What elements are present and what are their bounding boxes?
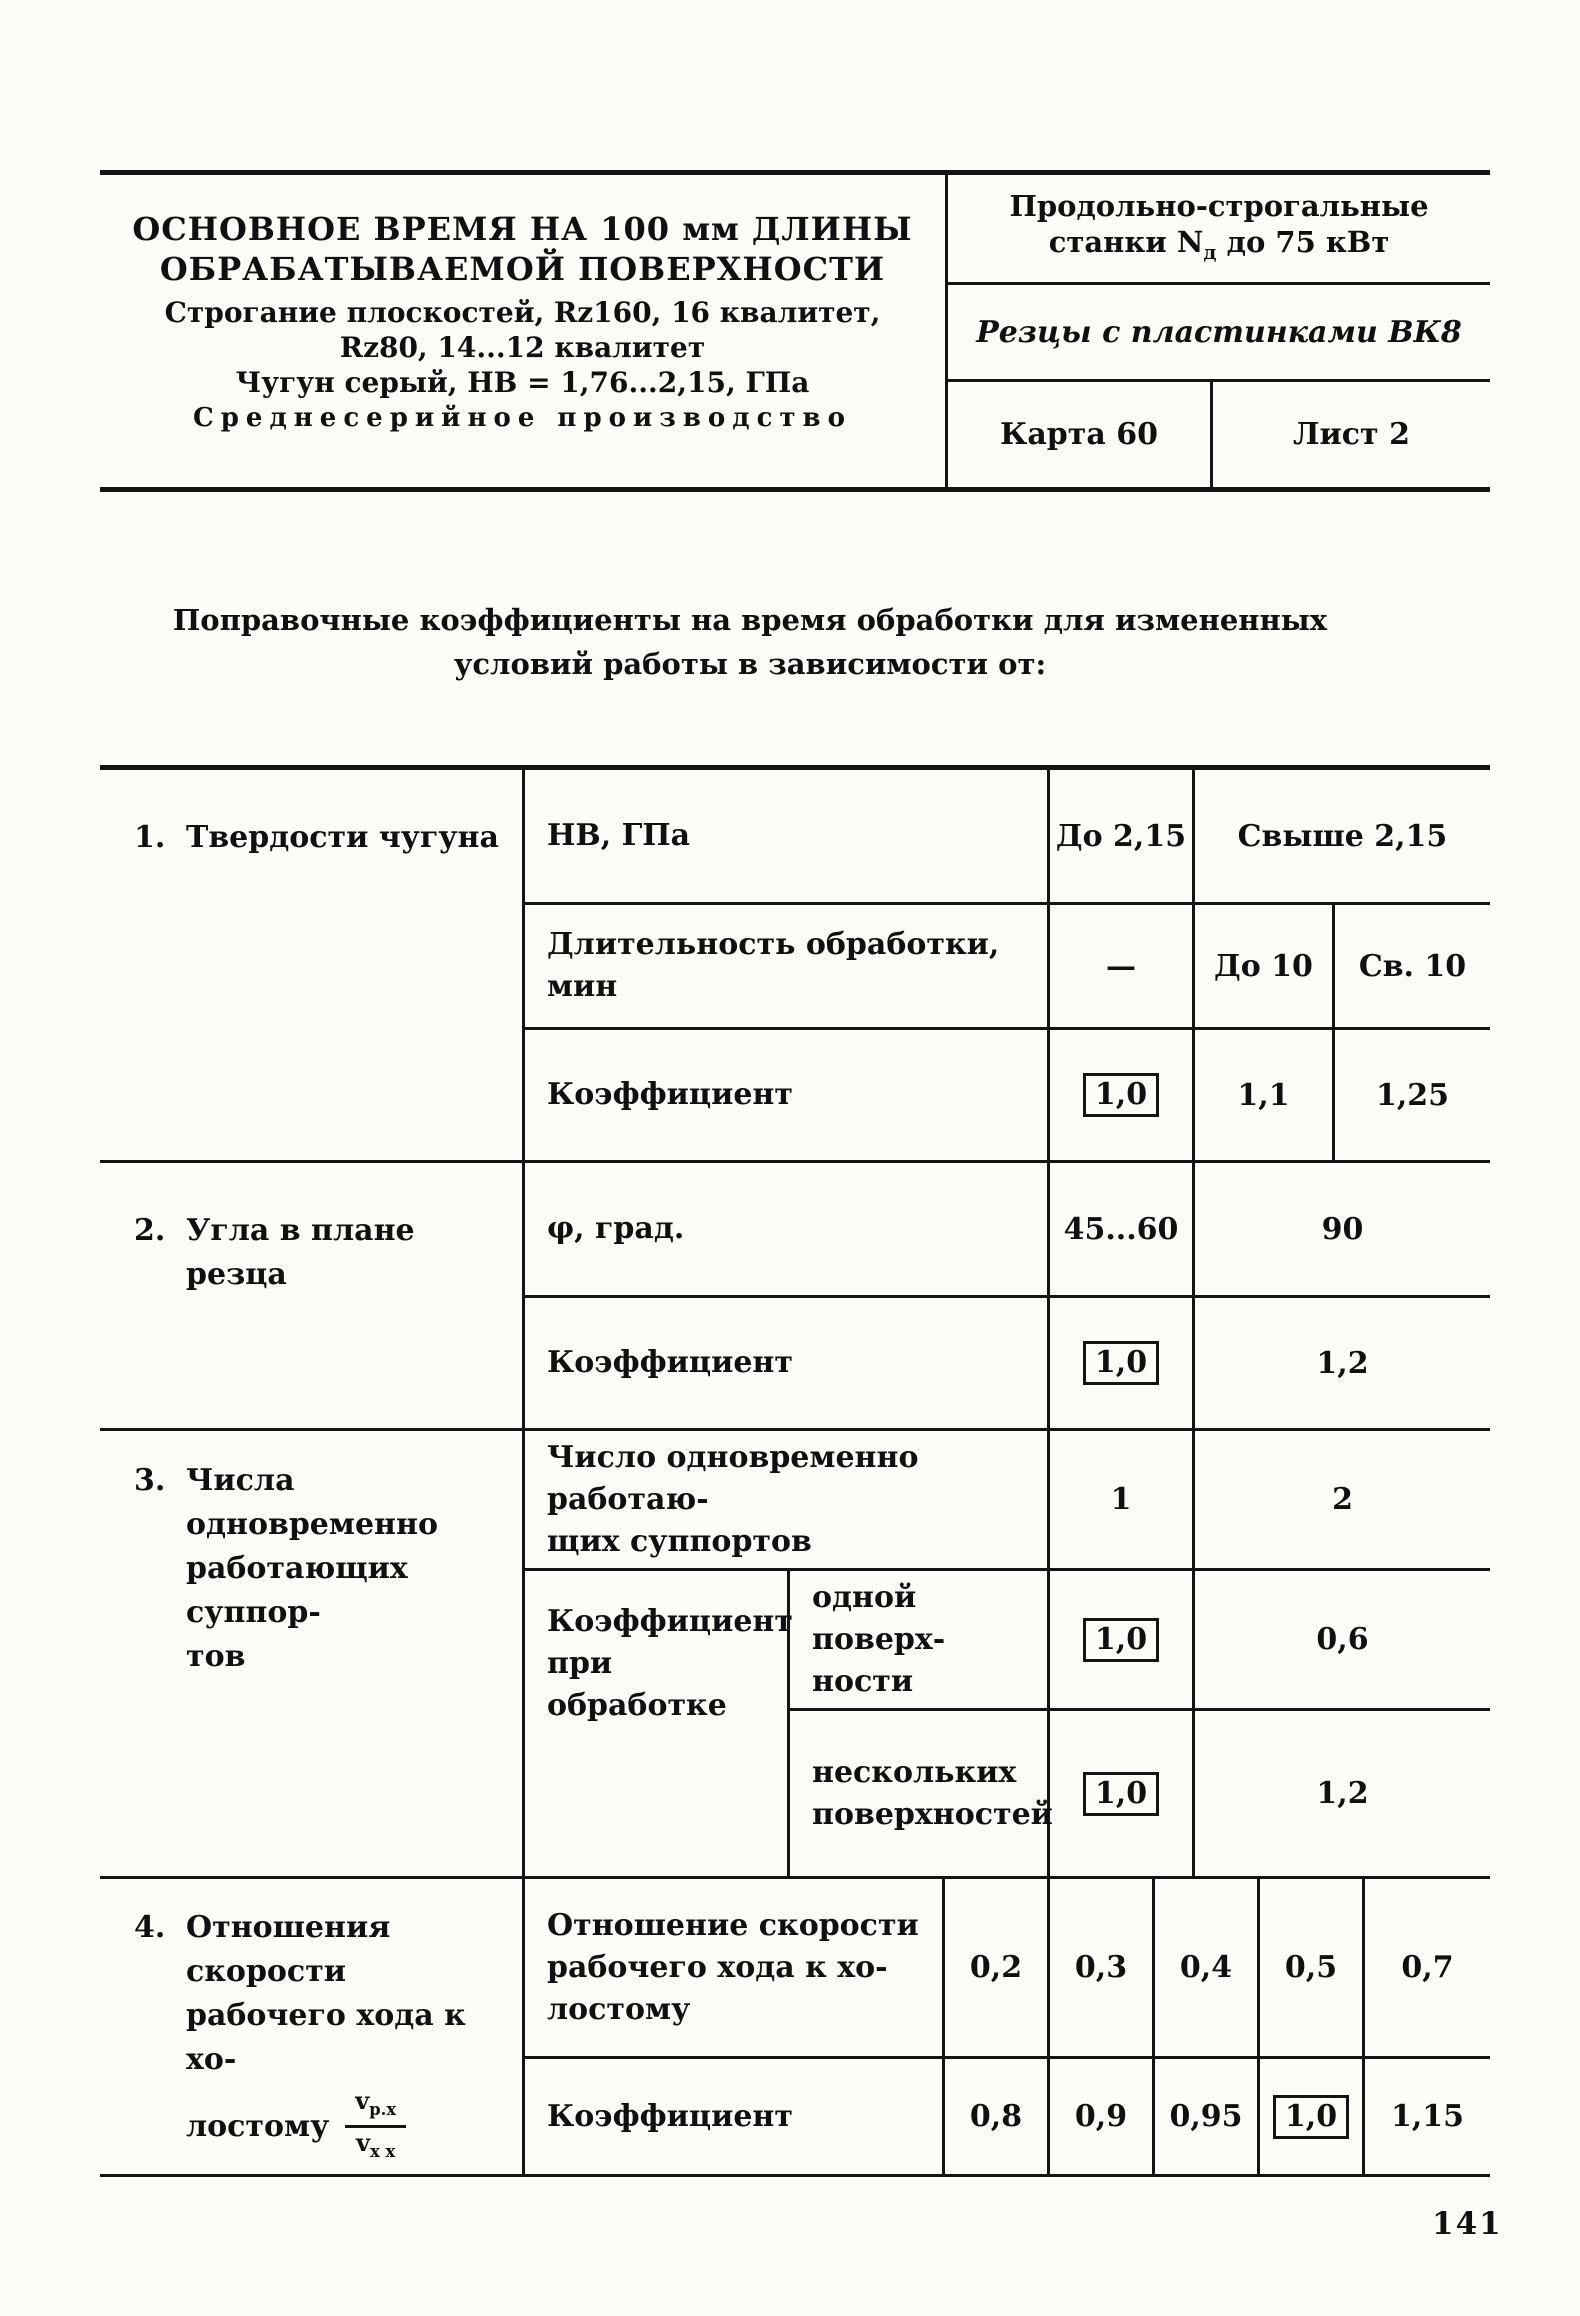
- label-line-with-fraction: [186, 2088, 514, 2165]
- boxed-value: 1,0: [1083, 1772, 1159, 1816]
- value-cell: Св. 10: [1358, 948, 1467, 984]
- param-name-line: нескольких: [812, 1754, 1017, 1790]
- table-row-supports: [100, 1431, 1490, 1879]
- row-label-text: [186, 816, 514, 860]
- value-cell: 0,8: [945, 2059, 1050, 2174]
- row-number: 4.: [134, 1910, 166, 1945]
- velocity-ratio-fraction: [345, 2088, 406, 2165]
- value-cell: 0,9: [1050, 2059, 1155, 2174]
- tool-type-cell: [948, 285, 1490, 382]
- value-cell: 1,2: [1316, 1345, 1369, 1381]
- param-name-cell: [790, 1571, 1050, 1708]
- document-subtitle-line: Чугун серый, НВ = 1,76...2,15, ГПа: [235, 366, 810, 399]
- sub-row-single-surface: [790, 1571, 1490, 1711]
- param-name-line: одной поверх-: [812, 1579, 946, 1657]
- row-label-text: [186, 1209, 514, 1297]
- label-line: лостому: [186, 2108, 330, 2144]
- row-number: 2.: [134, 1213, 166, 1248]
- boxed-value: 1,0: [1083, 1618, 1159, 1662]
- value-cell: 45...60: [1050, 1163, 1195, 1295]
- sub-row-support-count: [525, 1431, 1490, 1571]
- denominator-base: v: [356, 2127, 371, 2157]
- machine-type-line: [948, 224, 1490, 270]
- param-name-cell: [525, 1879, 945, 2056]
- machine-power-base: станки N: [1048, 224, 1204, 259]
- coefficient-span-cell: [525, 1571, 793, 1876]
- row-label-hardness: [100, 770, 525, 1160]
- value-cell: 0,7: [1401, 1950, 1454, 1985]
- page-number: 141: [1432, 2206, 1503, 2242]
- document-title-line: ОБРАБАТЫВАЕМОЙ ПОВЕРХНОСТИ: [159, 250, 886, 288]
- value-cell: 1,25: [1375, 1077, 1450, 1113]
- row-label-text: [186, 1459, 514, 1679]
- sub-row-coefficient: [525, 2059, 1490, 2174]
- document-title-line: ОСНОВНОЕ ВРЕМЯ НА 100 мм ДЛИНЫ: [132, 210, 913, 248]
- label-line: Угла в плане резца: [186, 1213, 415, 1292]
- header-box: [100, 170, 1490, 492]
- sub-row-coefficient: [525, 1030, 1490, 1160]
- value-cell: [1050, 1711, 1195, 1876]
- value-cell: [1050, 1571, 1195, 1708]
- value-cell: 0,2: [945, 1879, 1050, 2056]
- table-row-hardness: [100, 770, 1490, 1163]
- row-number: 3.: [134, 1463, 166, 1498]
- sub-row-phi: [525, 1163, 1490, 1298]
- row-content: [525, 1879, 1490, 2174]
- value-cell: 1,2: [1316, 1776, 1369, 1811]
- param-name-cell: [790, 1711, 1053, 1876]
- numerator-base: v: [355, 2086, 370, 2115]
- value-cell: До 2,15: [1050, 770, 1195, 902]
- section-heading-line: условий работы в зависимости от:: [453, 647, 1047, 681]
- param-name-line: рабочего хода к хо-: [547, 1949, 888, 1985]
- row-label-speed-ratio: [100, 1879, 525, 2174]
- row-content: [525, 1431, 1490, 1876]
- row-content: [525, 770, 1490, 1160]
- document-subtitle-line: Rz80, 14...12 квалитет: [339, 331, 706, 364]
- sub-row-ratio-values: [525, 1879, 1490, 2059]
- value-cell: [1260, 2059, 1365, 2174]
- table-row-speed-ratio: [100, 1879, 1490, 2174]
- boxed-value: 1,0: [1273, 2095, 1349, 2139]
- machine-power-rest: до 75 кВт: [1216, 224, 1390, 259]
- value-cell: 0,5: [1260, 1879, 1365, 2056]
- fraction-denominator: [356, 2128, 395, 2165]
- label-line: рабочего хода к хо-: [186, 1998, 466, 2077]
- label-line: тов: [186, 1639, 246, 1674]
- machine-type-line: Продольно-строгальные: [1009, 188, 1429, 223]
- sub-row-multiple-surfaces: [790, 1711, 1490, 1876]
- param-name-cell: [525, 1431, 1050, 1568]
- value-cell: 1: [1050, 1431, 1195, 1568]
- param-name-cell: Коэффициент: [525, 1030, 1050, 1160]
- param-name-line: поверхностей: [812, 1796, 1053, 1832]
- row-number: 1.: [134, 820, 166, 855]
- table-row-angle: [100, 1163, 1490, 1431]
- value-cell: 0,6: [1316, 1622, 1369, 1657]
- machine-power-subscript: д: [1203, 239, 1217, 264]
- param-name-line: лостому: [547, 1991, 691, 2027]
- row-content: [525, 1163, 1490, 1428]
- denominator-subscript: х х: [370, 2141, 396, 2161]
- param-name-line: ности: [812, 1663, 914, 1699]
- label-line: Твердости чугуна: [186, 820, 499, 855]
- section-heading-line: Поправочные коэффициенты на время обработки для измененных: [172, 603, 1328, 637]
- boxed-value: 1,0: [1083, 1073, 1159, 1117]
- sub-row-coefficient-block: [525, 1571, 1490, 1876]
- param-name-cell: Коэффициент: [525, 1298, 1050, 1428]
- value-cell: 0,4: [1155, 1879, 1260, 2056]
- value-cell: Свыше 2,15: [1237, 818, 1448, 854]
- sub-row-hb: [525, 770, 1490, 905]
- row-label-supports: [100, 1431, 525, 1876]
- tool-type-label: Резцы с пластинками ВК8: [976, 314, 1462, 350]
- value-cell: [1050, 1030, 1195, 1160]
- production-type-line: Среднесерийное производство: [193, 403, 852, 433]
- sub-row-duration: [525, 905, 1490, 1030]
- boxed-value: 1,0: [1083, 1341, 1159, 1385]
- card-sheet-row: [948, 382, 1490, 487]
- sheet-number-cell: Лист 2: [1293, 417, 1410, 452]
- value-cell: 1,15: [1390, 2099, 1465, 2134]
- param-name-cell: Длительность обработки, мин: [525, 905, 1050, 1027]
- correction-factors-table: [100, 765, 1490, 2177]
- param-name-line: щих суппортов: [547, 1523, 812, 1559]
- value-cell: [1050, 1298, 1195, 1428]
- param-name-cell: НВ, ГПа: [525, 770, 1050, 902]
- param-name-cell: Коэффициент: [525, 2059, 945, 2174]
- numerator-subscript: р.х: [369, 2099, 397, 2119]
- value-cell: 90: [1321, 1211, 1364, 1247]
- title-block: [100, 175, 945, 487]
- section-heading: [100, 598, 1400, 686]
- param-name-line: Отношение скорости: [547, 1907, 919, 1943]
- param-name-line: при обработке: [547, 1646, 727, 1723]
- nested-rows: [790, 1571, 1490, 1876]
- label-line: Числа одновременно: [186, 1463, 438, 1542]
- label-line: Отношения скорости: [186, 1910, 391, 1989]
- row-label-angle: [100, 1163, 525, 1428]
- document-subtitle-line: Строгание плоскостей, Rz160, 16 квалитет,: [164, 296, 881, 329]
- value-cell: —: [1050, 905, 1195, 1027]
- label-line: работающих суппор-: [186, 1551, 408, 1630]
- value-cell: До 10: [1195, 905, 1335, 1027]
- row-label-text: [186, 1906, 514, 2165]
- machine-type-cell: [948, 175, 1490, 285]
- value-cell: 0,3: [1050, 1879, 1155, 2056]
- value-cell: 2: [1332, 1482, 1353, 1517]
- value-cell: 0,95: [1155, 2059, 1260, 2174]
- header-right-block: [945, 175, 1490, 487]
- fraction-numerator: [345, 2088, 406, 2128]
- param-name-line: Число одновременно работаю-: [547, 1439, 919, 1517]
- param-name-line: Коэффициент: [547, 1604, 793, 1639]
- sub-row-coefficient: [525, 1298, 1490, 1428]
- card-number-cell: Карта 60: [948, 382, 1213, 487]
- param-name-cell: φ, град.: [525, 1163, 1050, 1295]
- value-cell: 1,1: [1195, 1030, 1335, 1160]
